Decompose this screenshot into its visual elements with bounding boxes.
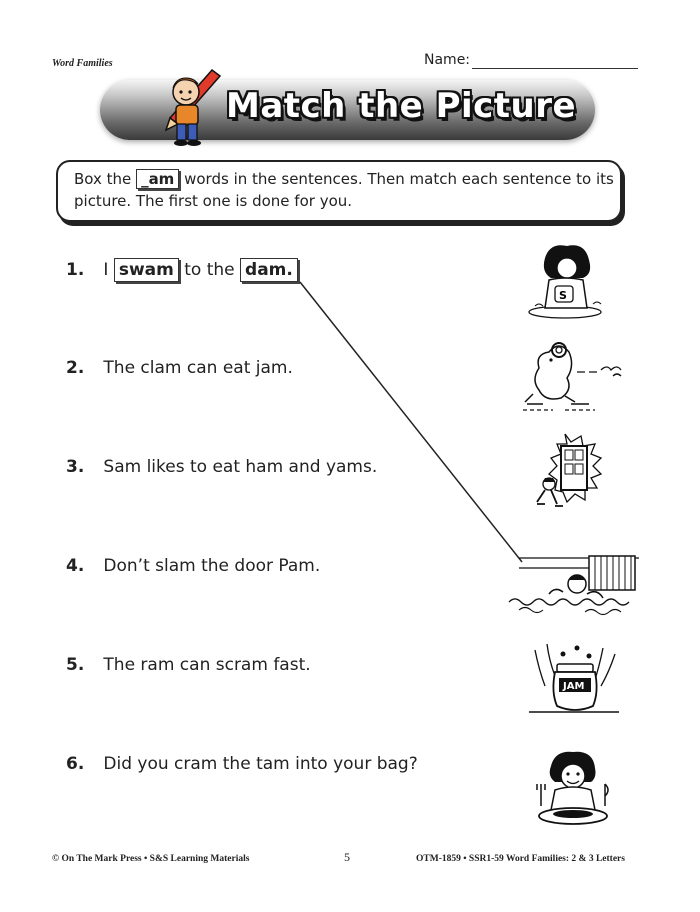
slammed-door-icon bbox=[505, 432, 643, 514]
svg-text:S: S bbox=[559, 289, 567, 302]
footer-product-code: OTM-1859 • SSR1-59 Word Families: 2 & 3 Letters bbox=[416, 854, 625, 864]
question-text: The ram can scram fast. bbox=[103, 655, 311, 675]
question-number: 1. bbox=[66, 260, 85, 280]
svg-text:JAM: JAM bbox=[563, 681, 585, 692]
person-eating-icon bbox=[505, 748, 643, 830]
footer-publisher: © On The Mark Press • S&S Learning Materials bbox=[52, 854, 250, 864]
boxed-word-dam: dam. bbox=[240, 258, 298, 282]
question-text: Don’t slam the door Pam. bbox=[103, 556, 321, 576]
instructions-suffix: words in the sentences. Then match each sentence to its picture. The first one is done for you. bbox=[74, 170, 614, 210]
category-label: Word Families bbox=[52, 58, 113, 69]
target-word-box: _am bbox=[136, 169, 179, 189]
question-number: 3. bbox=[66, 457, 85, 477]
question-text: Sam likes to eat ham and yams. bbox=[103, 457, 378, 477]
question-text: I bbox=[103, 260, 109, 280]
question-text: Did you cram the tam into your bag? bbox=[103, 754, 418, 774]
question-number: 2. bbox=[66, 358, 85, 378]
jam-jar-icon bbox=[505, 640, 643, 722]
running-ram-icon bbox=[505, 332, 643, 414]
name-label: Name: bbox=[424, 52, 471, 68]
question-number: 4. bbox=[66, 556, 85, 576]
page-number: 5 bbox=[344, 850, 350, 864]
instructions-prefix: Box the bbox=[74, 170, 132, 188]
question-number: 6. bbox=[66, 754, 85, 774]
question-number: 5. bbox=[66, 655, 85, 675]
question-text: The clam can eat jam. bbox=[103, 358, 293, 378]
woman-with-bag-icon bbox=[505, 240, 643, 322]
boxed-word-swam: swam bbox=[114, 258, 179, 282]
question-text: to the bbox=[184, 260, 235, 280]
swimming-boy-dam-icon bbox=[505, 548, 643, 630]
page-title: Match the Picture bbox=[226, 86, 577, 126]
